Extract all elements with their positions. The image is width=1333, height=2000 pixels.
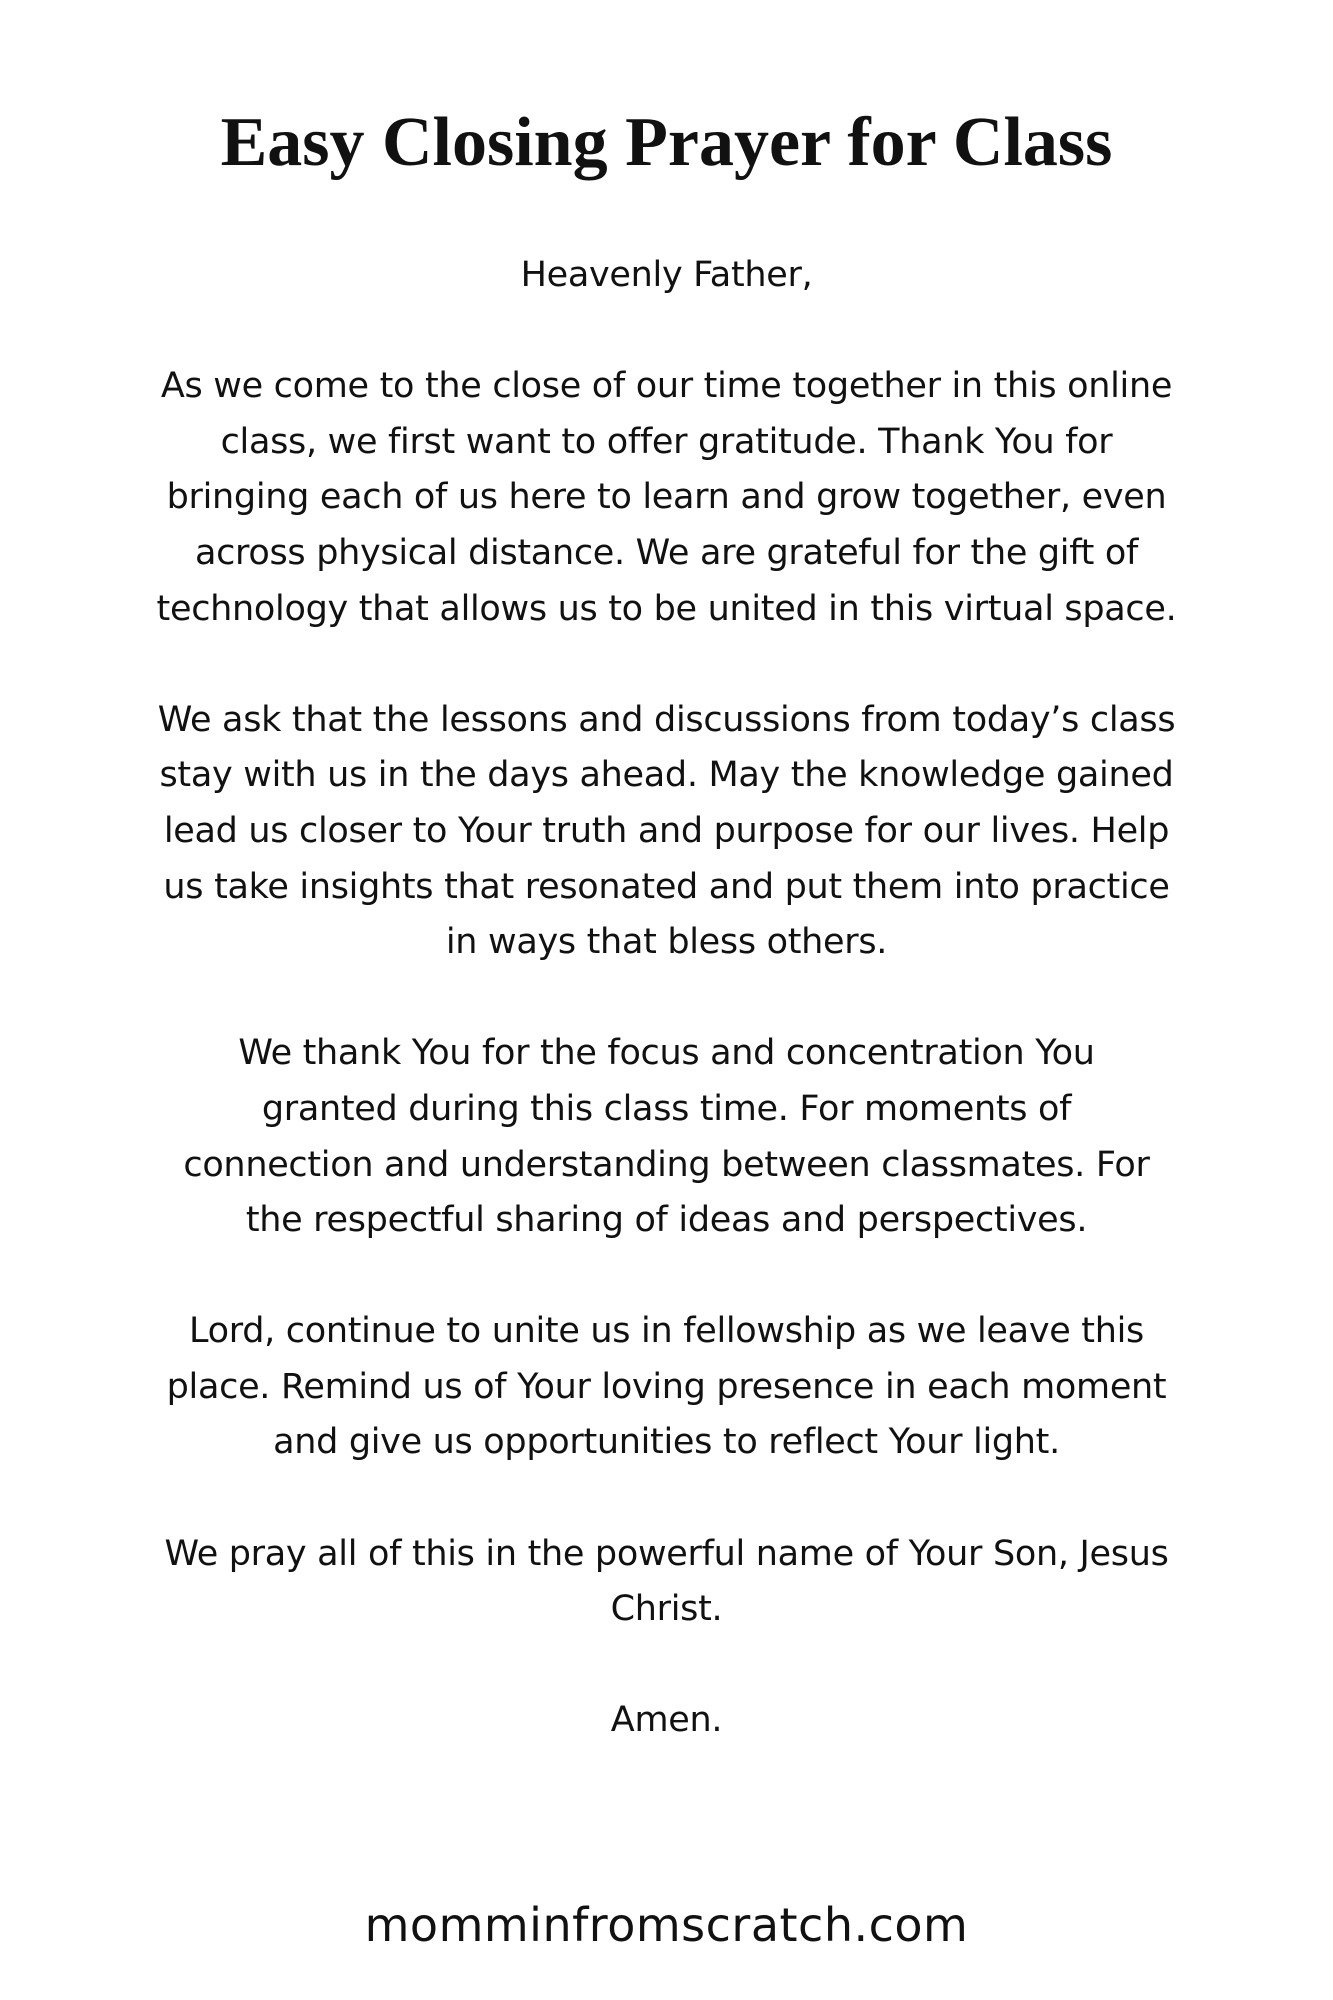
prayer-line: We ask that the lessons and discussions from today’s class xyxy=(157,699,1176,740)
prayer-line: Lord, continue to unite us in fellowship as we leave this xyxy=(189,1311,1144,1352)
prayer-line: Christ. xyxy=(610,1589,723,1630)
prayer-paragraph xyxy=(0,1527,1333,1638)
website-footer: momminfromscratch.com xyxy=(364,1898,969,1952)
prayer-paragraph xyxy=(0,1693,1333,1749)
prayer-line: technology that allows us to be united in this virtual space. xyxy=(156,588,1177,629)
prayer-line: We pray all of this in the powerful name of Your Son, Jesus xyxy=(164,1533,1169,1574)
prayer-line: granted during this class time. For moments of xyxy=(261,1088,1072,1129)
prayer-line: in ways that bless others. xyxy=(445,922,888,963)
prayer-paragraph xyxy=(0,693,1333,971)
page-title: Easy Closing Prayer for Class xyxy=(220,103,1113,181)
prayer-line: bringing each of us here to learn and grow together, even xyxy=(166,477,1167,518)
prayer-body xyxy=(0,248,1333,1805)
prayer-line: Amen. xyxy=(610,1700,723,1741)
prayer-line: across physical distance. We are grateful for the gift of xyxy=(194,532,1139,573)
prayer-line: stay with us in the days ahead. May the knowledge gained xyxy=(159,755,1174,796)
prayer-paragraph xyxy=(0,248,1333,304)
prayer-line: As we come to the close of our time together in this online xyxy=(160,366,1173,407)
prayer-line: us take insights that resonated and put them into practice xyxy=(163,866,1170,907)
prayer-line: We thank You for the focus and concentration You xyxy=(238,1033,1095,1074)
prayer-line: place. Remind us of Your loving presence in each moment xyxy=(166,1366,1167,1407)
prayer-line: Heavenly Father, xyxy=(520,255,813,295)
prayer-line: and give us opportunities to reflect Your light. xyxy=(273,1422,1060,1463)
prayer-line: lead us closer to Your truth and purpose for our lives. Help xyxy=(163,810,1170,851)
prayer-paragraph xyxy=(0,1304,1333,1471)
prayer-paragraph xyxy=(0,1026,1333,1248)
prayer-line: connection and understanding between classmates. For xyxy=(183,1144,1150,1185)
prayer-paragraph xyxy=(0,359,1333,637)
prayer-line: the respectful sharing of ideas and perspectives. xyxy=(245,1200,1088,1241)
prayer-line: class, we first want to offer gratitude. Thank You for xyxy=(220,421,1113,462)
